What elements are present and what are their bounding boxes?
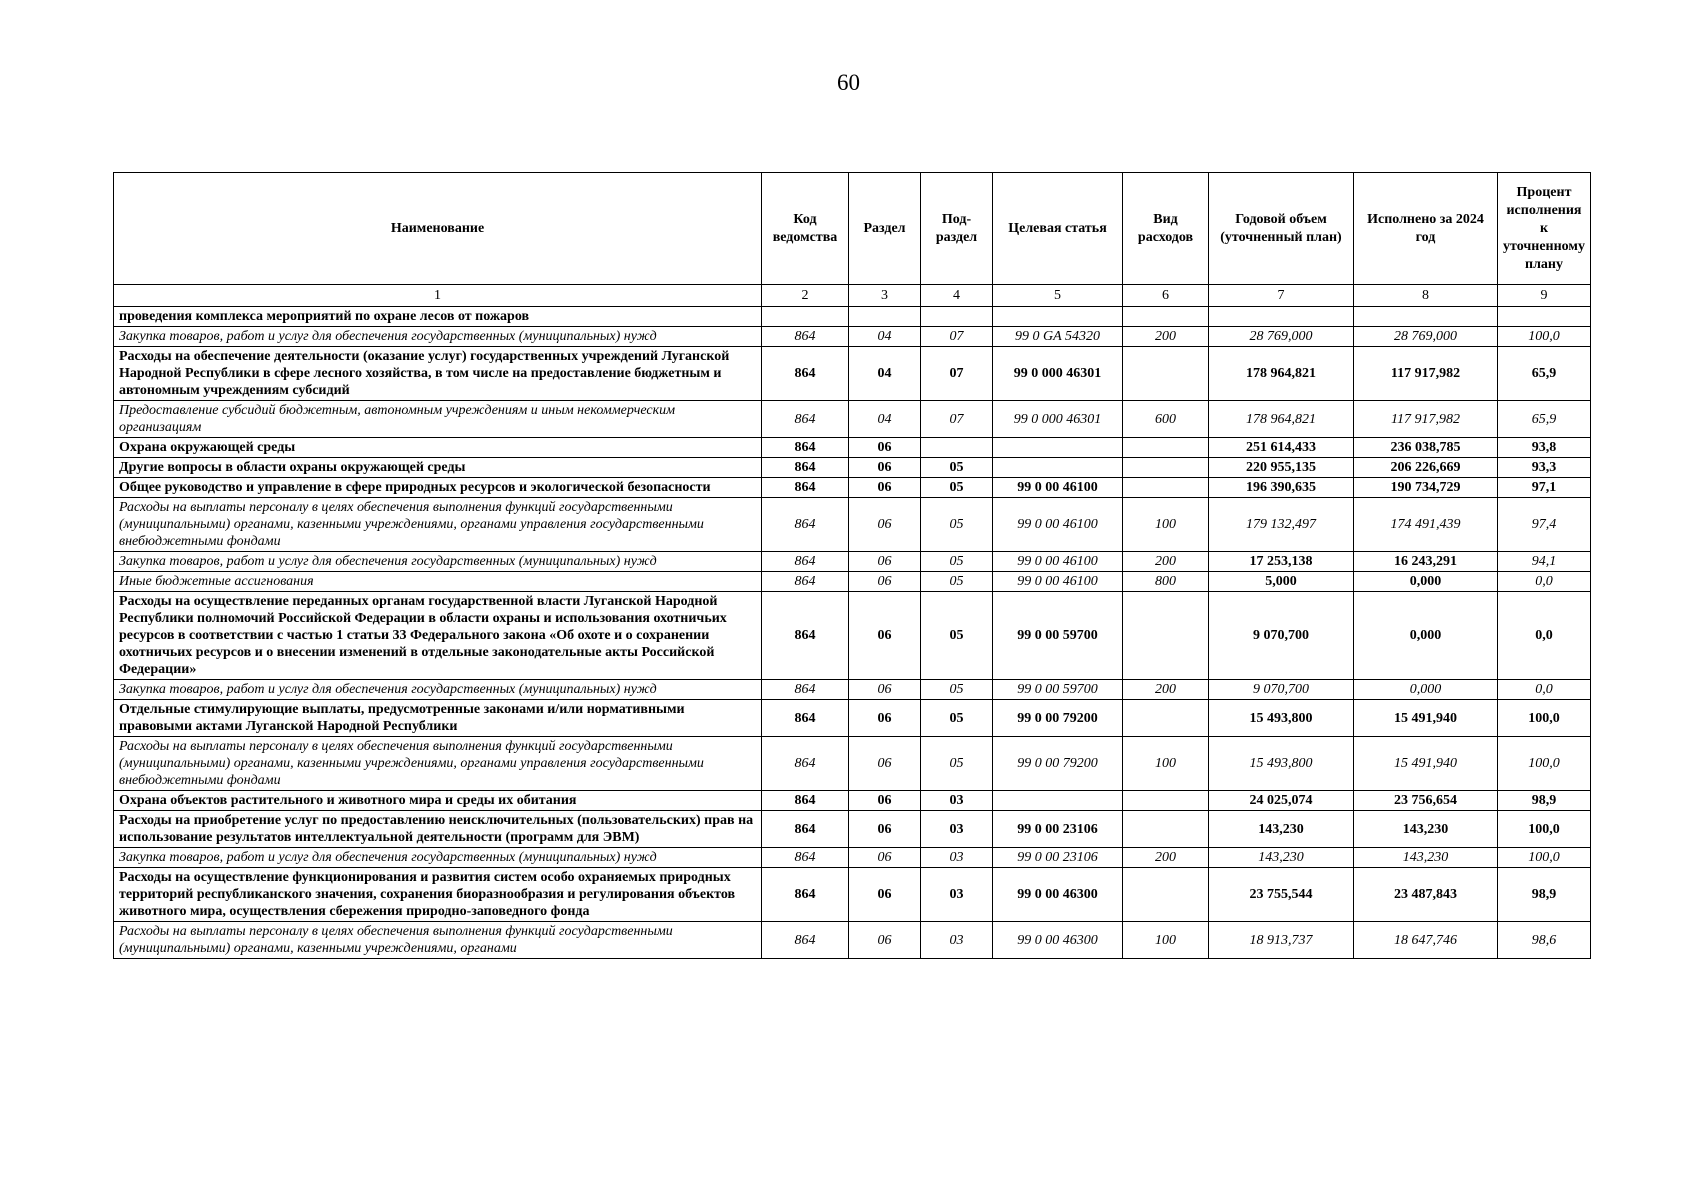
cell-name: проведения комплекса мероприятий по охране лесов от пожаров	[114, 307, 762, 327]
cell-target: 99 0 00 79200	[993, 700, 1123, 737]
cell-section: 06	[849, 498, 921, 552]
cell-code: 864	[762, 552, 849, 572]
cell-subsection: 05	[921, 737, 993, 791]
cell-done: 117 917,982	[1354, 347, 1498, 401]
cell-name: Охрана окружающей среды	[114, 438, 762, 458]
cell-target: 99 0 00 23106	[993, 848, 1123, 868]
cell-target: 99 0 000 46301	[993, 347, 1123, 401]
cell-section: 06	[849, 922, 921, 959]
cell-percent: 97,1	[1498, 478, 1591, 498]
cell-name: Общее руководство и управление в сфере природных ресурсов и экологической безопасности	[114, 478, 762, 498]
cell-target: 99 0 00 79200	[993, 737, 1123, 791]
cell-percent: 94,1	[1498, 552, 1591, 572]
cell-subsection: 05	[921, 552, 993, 572]
cell-subsection: 03	[921, 922, 993, 959]
cell-target: 99 0 00 46100	[993, 498, 1123, 552]
cell-target	[993, 307, 1123, 327]
cell-kind: 200	[1123, 848, 1209, 868]
cell-percent: 98,6	[1498, 922, 1591, 959]
table-row	[114, 458, 1591, 478]
cell-percent: 100,0	[1498, 737, 1591, 791]
cell-target	[993, 791, 1123, 811]
cell-subsection: 05	[921, 700, 993, 737]
cell-target: 99 0 00 46300	[993, 922, 1123, 959]
cell-kind	[1123, 811, 1209, 848]
cell-section: 06	[849, 438, 921, 458]
cell-code: 864	[762, 868, 849, 922]
cell-done: 236 038,785	[1354, 438, 1498, 458]
cell-subsection: 07	[921, 327, 993, 347]
cell-plan: 5,000	[1209, 572, 1354, 592]
header-name: Наименование	[114, 173, 762, 285]
cell-name: Закупка товаров, работ и услуг для обеспечения государственных (муниципальных) нужд	[114, 680, 762, 700]
cell-plan: 178 964,821	[1209, 347, 1354, 401]
cell-code: 864	[762, 737, 849, 791]
cell-plan: 196 390,635	[1209, 478, 1354, 498]
cell-done	[1354, 307, 1498, 327]
cell-code: 864	[762, 572, 849, 592]
cell-plan: 15 493,800	[1209, 737, 1354, 791]
table-row	[114, 848, 1591, 868]
cell-kind: 600	[1123, 401, 1209, 438]
col-number: 4	[921, 285, 993, 307]
cell-section: 04	[849, 327, 921, 347]
cell-kind: 100	[1123, 737, 1209, 791]
cell-percent: 0,0	[1498, 680, 1591, 700]
cell-percent: 65,9	[1498, 347, 1591, 401]
cell-plan: 9 070,700	[1209, 680, 1354, 700]
cell-section: 06	[849, 680, 921, 700]
cell-done: 15 491,940	[1354, 700, 1498, 737]
cell-subsection	[921, 438, 993, 458]
table-row	[114, 700, 1591, 737]
cell-code: 864	[762, 791, 849, 811]
cell-name: Расходы на выплаты персоналу в целях обеспечения выполнения функций государственными (муниципальными) органами, казенными учреждениями, органами управления государственными внебюджетными фондами	[114, 498, 762, 552]
cell-plan: 143,230	[1209, 848, 1354, 868]
cell-subsection: 05	[921, 680, 993, 700]
cell-kind	[1123, 458, 1209, 478]
cell-target: 99 0 00 59700	[993, 680, 1123, 700]
cell-done: 174 491,439	[1354, 498, 1498, 552]
cell-percent	[1498, 307, 1591, 327]
cell-subsection: 03	[921, 848, 993, 868]
cell-name: Предоставление субсидий бюджетным, автономным учреждениям и иным некоммерческим организациям	[114, 401, 762, 438]
col-number: 9	[1498, 285, 1591, 307]
table-row	[114, 478, 1591, 498]
cell-kind	[1123, 868, 1209, 922]
cell-done: 0,000	[1354, 572, 1498, 592]
cell-code: 864	[762, 680, 849, 700]
cell-percent: 0,0	[1498, 572, 1591, 592]
cell-percent: 93,8	[1498, 438, 1591, 458]
header-kind: Вид расходов	[1123, 173, 1209, 285]
cell-kind	[1123, 791, 1209, 811]
header-code: Код ведомства	[762, 173, 849, 285]
col-number: 8	[1354, 285, 1498, 307]
cell-kind	[1123, 592, 1209, 680]
cell-plan: 251 614,433	[1209, 438, 1354, 458]
cell-plan: 28 769,000	[1209, 327, 1354, 347]
cell-section	[849, 307, 921, 327]
cell-code: 864	[762, 327, 849, 347]
cell-kind: 100	[1123, 498, 1209, 552]
cell-percent: 100,0	[1498, 700, 1591, 737]
cell-target: 99 0 00 46300	[993, 868, 1123, 922]
cell-subsection: 03	[921, 811, 993, 848]
cell-target: 99 0 00 46100	[993, 552, 1123, 572]
col-number: 2	[762, 285, 849, 307]
cell-code: 864	[762, 700, 849, 737]
cell-code	[762, 307, 849, 327]
cell-subsection: 03	[921, 791, 993, 811]
cell-plan: 15 493,800	[1209, 700, 1354, 737]
cell-kind: 800	[1123, 572, 1209, 592]
cell-name: Иные бюджетные ассигнования	[114, 572, 762, 592]
cell-section: 06	[849, 478, 921, 498]
cell-target: 99 0 00 46100	[993, 478, 1123, 498]
cell-code: 864	[762, 922, 849, 959]
col-number: 3	[849, 285, 921, 307]
cell-kind: 200	[1123, 552, 1209, 572]
header-target: Целевая статья	[993, 173, 1123, 285]
budget-table	[113, 172, 1591, 959]
col-number: 1	[114, 285, 762, 307]
table-row	[114, 592, 1591, 680]
cell-subsection	[921, 307, 993, 327]
cell-name: Отдельные стимулирующие выплаты, предусмотренные законами и/или нормативными правовыми актами Луганской Народной Республики	[114, 700, 762, 737]
table-row	[114, 922, 1591, 959]
table-row	[114, 868, 1591, 922]
cell-done: 16 243,291	[1354, 552, 1498, 572]
cell-kind	[1123, 347, 1209, 401]
cell-section: 06	[849, 791, 921, 811]
cell-name: Расходы на выплаты персоналу в целях обеспечения выполнения функций государственными (муниципальными) органами, казенными учреждениями, органами управления государственными внебюджетными фондами	[114, 737, 762, 791]
cell-code: 864	[762, 347, 849, 401]
header-row	[114, 173, 1591, 285]
cell-plan: 143,230	[1209, 811, 1354, 848]
cell-code: 864	[762, 438, 849, 458]
cell-section: 06	[849, 868, 921, 922]
cell-code: 864	[762, 401, 849, 438]
table-row	[114, 737, 1591, 791]
col-number: 7	[1209, 285, 1354, 307]
cell-kind: 100	[1123, 922, 1209, 959]
cell-name: Расходы на выплаты персоналу в целях обеспечения выполнения функций государственными (муниципальными) органами, казенными учреждениями, органами	[114, 922, 762, 959]
cell-name: Расходы на приобретение услуг по предоставлению неисключительных (пользовательских) прав на использование результатов интеллектуальной деятельности (программ для ЭВМ)	[114, 811, 762, 848]
cell-percent: 98,9	[1498, 868, 1591, 922]
table-body	[114, 307, 1591, 959]
table-row	[114, 498, 1591, 552]
table-row	[114, 307, 1591, 327]
table-row	[114, 572, 1591, 592]
cell-target: 99 0 GA 54320	[993, 327, 1123, 347]
cell-subsection: 03	[921, 868, 993, 922]
cell-name: Охрана объектов растительного и животного мира и среды их обитания	[114, 791, 762, 811]
cell-section: 06	[849, 700, 921, 737]
cell-done: 117 917,982	[1354, 401, 1498, 438]
cell-done: 23 487,843	[1354, 868, 1498, 922]
col-number: 5	[993, 285, 1123, 307]
cell-percent: 100,0	[1498, 848, 1591, 868]
cell-code: 864	[762, 498, 849, 552]
cell-plan: 179 132,497	[1209, 498, 1354, 552]
cell-name: Закупка товаров, работ и услуг для обеспечения государственных (муниципальных) нужд	[114, 552, 762, 572]
cell-done: 0,000	[1354, 592, 1498, 680]
cell-subsection: 05	[921, 478, 993, 498]
cell-target: 99 0 000 46301	[993, 401, 1123, 438]
cell-percent: 0,0	[1498, 592, 1591, 680]
cell-kind: 200	[1123, 327, 1209, 347]
cell-target: 99 0 00 46100	[993, 572, 1123, 592]
cell-done: 143,230	[1354, 848, 1498, 868]
cell-subsection: 05	[921, 592, 993, 680]
cell-percent: 97,4	[1498, 498, 1591, 552]
cell-code: 864	[762, 592, 849, 680]
cell-target	[993, 438, 1123, 458]
col-number: 6	[1123, 285, 1209, 307]
cell-subsection: 07	[921, 347, 993, 401]
cell-percent: 93,3	[1498, 458, 1591, 478]
table-row	[114, 791, 1591, 811]
header-done: Исполнено за 2024 год	[1354, 173, 1498, 285]
table-row	[114, 327, 1591, 347]
column-number-row	[114, 285, 1591, 307]
table-row	[114, 811, 1591, 848]
cell-percent: 100,0	[1498, 327, 1591, 347]
cell-done: 206 226,669	[1354, 458, 1498, 478]
cell-name: Закупка товаров, работ и услуг для обеспечения государственных (муниципальных) нужд	[114, 327, 762, 347]
cell-target: 99 0 00 59700	[993, 592, 1123, 680]
cell-section: 06	[849, 552, 921, 572]
cell-target	[993, 458, 1123, 478]
cell-plan: 178 964,821	[1209, 401, 1354, 438]
header-percent: Процент исполнения к уточненному плану	[1498, 173, 1591, 285]
cell-done: 23 756,654	[1354, 791, 1498, 811]
table-row	[114, 552, 1591, 572]
cell-name: Закупка товаров, работ и услуг для обеспечения государственных (муниципальных) нужд	[114, 848, 762, 868]
header-plan: Годовой объем (уточненный план)	[1209, 173, 1354, 285]
cell-plan: 18 913,737	[1209, 922, 1354, 959]
cell-done: 0,000	[1354, 680, 1498, 700]
cell-done: 190 734,729	[1354, 478, 1498, 498]
table-row	[114, 680, 1591, 700]
cell-kind: 200	[1123, 680, 1209, 700]
cell-percent: 65,9	[1498, 401, 1591, 438]
cell-kind	[1123, 438, 1209, 458]
cell-plan: 24 025,074	[1209, 791, 1354, 811]
cell-name: Расходы на осуществление функционирования и развития систем особо охраняемых природных территорий республиканского значения, сохранения биоразнообразия и регулирования объектов животного мира, осуществления сбережения природно-заповедного фонда	[114, 868, 762, 922]
cell-done: 18 647,746	[1354, 922, 1498, 959]
cell-plan: 9 070,700	[1209, 592, 1354, 680]
cell-section: 06	[849, 592, 921, 680]
cell-done: 143,230	[1354, 811, 1498, 848]
cell-code: 864	[762, 848, 849, 868]
cell-subsection: 05	[921, 458, 993, 478]
table-row	[114, 438, 1591, 458]
cell-kind	[1123, 478, 1209, 498]
cell-section: 06	[849, 458, 921, 478]
cell-name: Расходы на обеспечение деятельности (оказание услуг) государственных учреждений Луганской Народной Республики в сфере лесного хозяйства, в том числе на предоставление бюджетным и автономным учреждениям субсидий	[114, 347, 762, 401]
page-number: 60	[837, 70, 860, 95]
cell-kind	[1123, 700, 1209, 737]
cell-section: 06	[849, 737, 921, 791]
cell-section: 06	[849, 811, 921, 848]
cell-section: 06	[849, 572, 921, 592]
cell-section: 04	[849, 401, 921, 438]
cell-target: 99 0 00 23106	[993, 811, 1123, 848]
cell-subsection: 07	[921, 401, 993, 438]
cell-percent: 100,0	[1498, 811, 1591, 848]
cell-code: 864	[762, 811, 849, 848]
table-row	[114, 347, 1591, 401]
cell-code: 864	[762, 478, 849, 498]
cell-kind	[1123, 307, 1209, 327]
header-section: Раздел	[849, 173, 921, 285]
cell-section: 06	[849, 848, 921, 868]
cell-percent: 98,9	[1498, 791, 1591, 811]
cell-plan: 17 253,138	[1209, 552, 1354, 572]
cell-name: Другие вопросы в области охраны окружающей среды	[114, 458, 762, 478]
cell-plan: 220 955,135	[1209, 458, 1354, 478]
cell-code: 864	[762, 458, 849, 478]
cell-plan: 23 755,544	[1209, 868, 1354, 922]
cell-section: 04	[849, 347, 921, 401]
cell-name: Расходы на осуществление переданных органам государственной власти Луганской Народной Республики полномочий Российской Федерации в области охраны и использования охотничьих ресурсов в соответствии с частью 1 статьи 33 Федерального закона «Об охоте и о сохранении охотничьих ресурсов и о внесении изменений в отдельные законодательные акты Российской Федерации»	[114, 592, 762, 680]
cell-done: 15 491,940	[1354, 737, 1498, 791]
cell-subsection: 05	[921, 498, 993, 552]
cell-done: 28 769,000	[1354, 327, 1498, 347]
cell-plan	[1209, 307, 1354, 327]
table-row	[114, 401, 1591, 438]
header-subsection: Под-раздел	[921, 173, 993, 285]
cell-subsection: 05	[921, 572, 993, 592]
